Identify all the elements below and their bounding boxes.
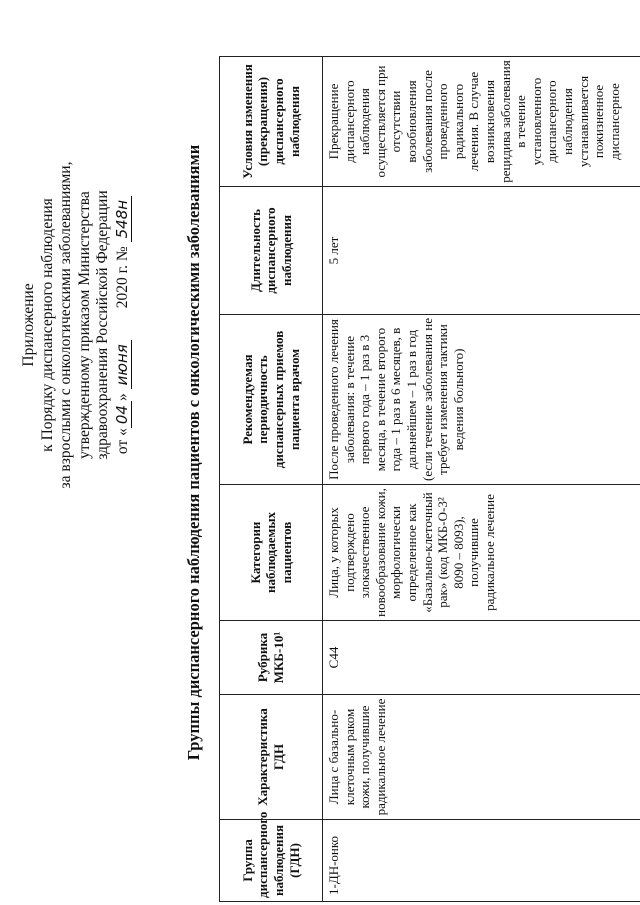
date-mid: » [113, 393, 131, 402]
table-row [323, 57, 640, 902]
appendix-line: к Порядку диспансерного наблюдения [38, 198, 56, 452]
cell-conditions: Прекращение диспансерного наблюдения осуществляется при отсутствии возобновления заболевания после проведенного радикального лечения. В случае возникновения рецидива заболевания в течение установленного диспансерного наблюдения устанавливается пожизненное диспансерное [323, 57, 640, 187]
appendix-line: за взрослыми с онкологическими заболеваниями, [57, 161, 74, 489]
table-header-row [220, 57, 323, 902]
order-number: 548н [113, 196, 132, 242]
cell-category: Лица, у которых подтверждено злокачественное новообразование кожи, морфологически определенное как «Базально-клеточный рак» (код МКБ-О-3² 8090 – 8093), получившие радикальное лечение [323, 485, 640, 621]
header-icd: Рубрика МКБ-10¹ [220, 621, 323, 695]
cell-icd: С44 [323, 621, 640, 695]
dispensary-groups-table [219, 56, 640, 902]
appendix-title: Приложение [20, 283, 37, 367]
cell-characteristic: Лица с базально-клеточным раком кожи, получившие радикальное лечение [323, 695, 640, 820]
header-periodicity: Рекомендуемая периодичность диспансерных приемов пациента врачом [220, 315, 323, 485]
appendix-block [20, 15, 132, 635]
header-duration: Длительность диспансерного наблюдения [220, 187, 323, 315]
date-day: 04 [113, 401, 132, 428]
appendix-line: утвержденному приказом Министерства [75, 191, 93, 459]
date-month: июня [113, 340, 132, 389]
cell-group: 1-ДН-онко [323, 820, 640, 902]
header-group: Группа диспансерного наблюдения (ГДН) [220, 820, 323, 902]
cell-duration: 5 лет [323, 187, 640, 315]
appendix-date-line [113, 15, 133, 635]
header-category: Категории наблюдаемых пациентов [220, 485, 323, 621]
date-year: 2020 г. № [113, 246, 131, 309]
date-prefix: от « [113, 428, 131, 455]
header-characteristic: Характеристика ГДН [220, 695, 323, 820]
table-heading: Группы диспансерного наблюдения пациентов с онкологическими заболеваниями [184, 144, 203, 761]
appendix-line: здравоохранения Российской Федерации [94, 190, 111, 460]
cell-periodicity: После проведенного лечения заболевания: в течение первого года – 1 раз в 3 месяца, в течение второго года – 1 раз в 6 месяцев, в дальнейшем – 1 раз в год (если течение заболевания не требует изменения тактики ведения больного) [323, 315, 640, 485]
header-conditions: Условия изменения (прекращения) диспансерного наблюдения [220, 57, 323, 187]
